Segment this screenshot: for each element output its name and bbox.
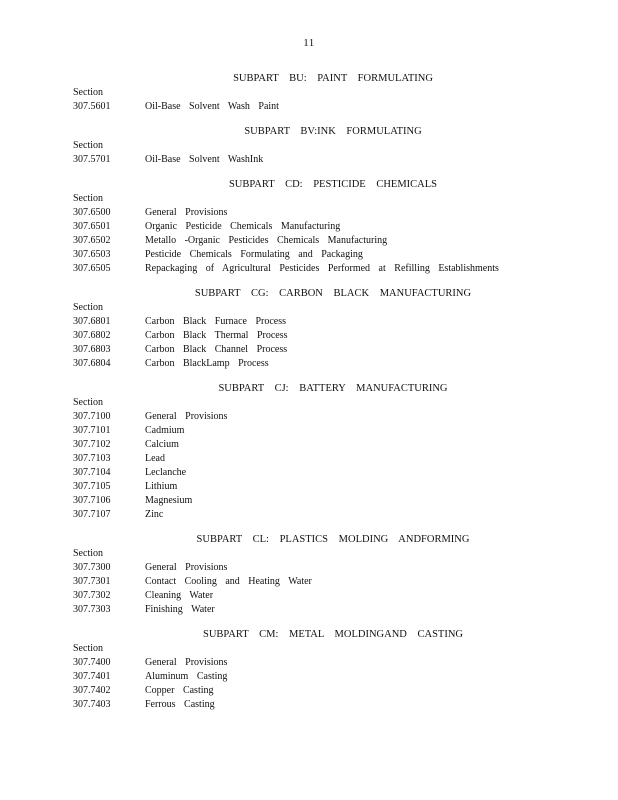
subpart-block [73, 627, 593, 712]
section-row [73, 424, 593, 438]
section-row [73, 410, 593, 424]
section-row [73, 153, 593, 167]
section-description: Ferrous Casting [145, 699, 215, 710]
subpart-title: SUBPART CL: PLASTICS MOLDING ANDFORMING [196, 534, 470, 545]
section-number: 307.5601 [73, 101, 111, 112]
section-row [73, 234, 593, 248]
section-number: 307.6802 [73, 330, 111, 341]
section-description: Contact Cooling and Heating Water [145, 576, 312, 587]
section-number: 307.5701 [73, 154, 111, 165]
section-row [73, 684, 593, 698]
section-row [73, 452, 593, 466]
section-description: Lithium [145, 481, 178, 492]
section-description: Cleaning Water [145, 590, 214, 601]
document-body [73, 71, 593, 722]
section-number: 307.6502 [73, 235, 111, 246]
section-number: 307.7105 [73, 481, 111, 492]
section-number: 307.7403 [73, 699, 111, 710]
section-number: 307.7100 [73, 411, 111, 422]
section-row [73, 603, 593, 617]
section-row [73, 575, 593, 589]
section-description: Copper Casting [145, 685, 214, 696]
section-description: Aluminum Casting [145, 671, 228, 682]
section-number: 307.7400 [73, 657, 111, 668]
subpart-block [73, 124, 593, 167]
section-row [73, 329, 593, 343]
section-description: General Provisions [145, 207, 228, 218]
section-description: Finishing Water [145, 604, 215, 615]
section-description: Calcium [145, 439, 179, 450]
section-number: 307.6501 [73, 221, 111, 232]
section-number: 307.7300 [73, 562, 111, 573]
section-label: Section [73, 548, 103, 559]
section-description: Organic Pesticide Chemicals Manufacturing [145, 221, 341, 232]
section-description: General Provisions [145, 657, 228, 668]
subpart-title: SUBPART CD: PESTICIDE CHEMICALS [228, 179, 438, 190]
section-description: Cadmium [145, 425, 185, 436]
section-number: 307.7103 [73, 453, 111, 464]
section-number: 307.7402 [73, 685, 111, 696]
section-label: Section [73, 302, 103, 313]
section-row [73, 343, 593, 357]
section-description: Pesticide Chemicals Formulating and Packaging [145, 249, 363, 260]
section-label: Section [73, 140, 103, 151]
subpart-block [73, 532, 593, 617]
section-row [73, 466, 593, 480]
section-label: Section [73, 643, 103, 654]
subpart-block [73, 286, 593, 371]
section-description: Lead [145, 453, 165, 464]
subpart-title: SUBPART BV:INK FORMULATING [244, 126, 422, 137]
section-number: 307.6503 [73, 249, 111, 260]
section-number: 307.6801 [73, 316, 111, 327]
section-number: 307.7101 [73, 425, 111, 436]
section-number: 307.6500 [73, 207, 111, 218]
subpart-block [73, 381, 593, 522]
section-label: Section [73, 193, 103, 204]
section-row [73, 508, 593, 522]
section-description: Magnesium [145, 495, 193, 506]
section-number: 307.7106 [73, 495, 111, 506]
section-row [73, 357, 593, 371]
section-number: 307.6803 [73, 344, 111, 355]
section-number: 307.6505 [73, 263, 111, 274]
section-description: Zinc [145, 509, 164, 520]
section-description: Repackaging of Agricultural Pesticides Performed at Refilling Establishments [145, 263, 499, 274]
section-description: Leclanche [145, 467, 187, 478]
section-description: Carbon Black Channel Process [145, 344, 288, 355]
section-number: 307.7303 [73, 604, 111, 615]
section-row [73, 670, 593, 684]
section-number: 307.7102 [73, 439, 111, 450]
section-row [73, 262, 593, 276]
section-row [73, 206, 593, 220]
section-row [73, 561, 593, 575]
subpart-title: SUBPART CG: CARBON BLACK MANUFACTURING [194, 288, 472, 299]
subpart-block [73, 71, 593, 114]
section-description: Carbon Black Thermal Process [145, 330, 288, 341]
section-row [73, 589, 593, 603]
section-number: 307.7107 [73, 509, 111, 520]
section-row [73, 656, 593, 670]
section-row [73, 248, 593, 262]
section-row [73, 494, 593, 508]
section-label: Section [73, 87, 103, 98]
page-number: 11 [303, 37, 315, 49]
section-description: Carbon Black Furnace Process [145, 316, 287, 327]
section-number: 307.7401 [73, 671, 111, 682]
section-row [73, 698, 593, 712]
subpart-title: SUBPART BU: PAINT FORMULATING [233, 73, 433, 84]
section-number: 307.7302 [73, 590, 111, 601]
section-row [73, 438, 593, 452]
subpart-block [73, 177, 593, 276]
section-description: General Provisions [145, 562, 228, 573]
section-row [73, 480, 593, 494]
section-row [73, 100, 593, 114]
section-description: Oil-Base Solvent Wash Paint [145, 101, 279, 112]
section-number: 307.6804 [73, 358, 111, 369]
section-number: 307.7301 [73, 576, 111, 587]
section-description: Metallo -Organic Pesticides Chemicals Manufacturing [145, 235, 388, 246]
section-description: General Provisions [145, 411, 228, 422]
section-row [73, 315, 593, 329]
section-number: 307.7104 [73, 467, 111, 478]
section-label: Section [73, 397, 103, 408]
section-row [73, 220, 593, 234]
subpart-title: SUBPART CM: METAL MOLDINGAND CASTING [203, 629, 463, 640]
subpart-title: SUBPART CJ: BATTERY MANUFACTURING [218, 383, 448, 394]
section-description: Oil-Base Solvent WashInk [145, 154, 264, 165]
section-description: Carbon BlackLamp Process [145, 358, 269, 369]
